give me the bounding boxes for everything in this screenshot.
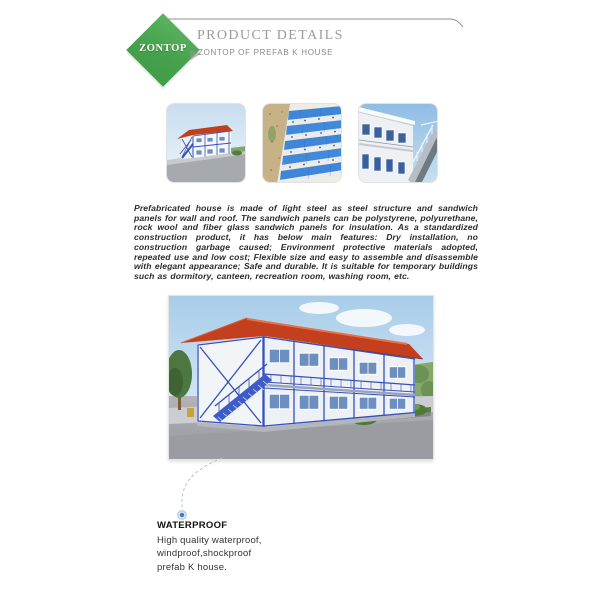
k-house-photo-thumbnail[interactable] xyxy=(358,103,438,183)
prefab-camp-aerial-thumbnail[interactable] xyxy=(262,103,342,183)
page-subtitle: ZONTOP OF PREFAB K HOUSE xyxy=(198,48,334,57)
callout-line-1: High quality waterproof, xyxy=(157,535,262,546)
product-description: Prefabricated house is made of light steel as steel structure and sandwich panels for wall and roof. The sandwich panels can be polystyrene, polyurethane, rock wool and fiber glass sandwich panels for insulation. As a standardized construction product, it has below main features: Dry installation, no construction garbage caused; Environment protective materials adopted, repeated use and low cost; Flexible size and easy to assemble and disassemble with elegant appearance; Safe and durable. It is suitable for temporary buildings such as dormitory, canteen, recreation room, washing room, etc. xyxy=(134,203,478,281)
page-title: PRODUCT DETAILS xyxy=(197,28,344,43)
callout-title: WATERPROOF xyxy=(157,520,228,531)
waterproof-callout xyxy=(157,520,297,574)
logo-text: ZONTOP xyxy=(139,43,187,54)
callout-connector-line xyxy=(168,456,238,526)
callout-line-3: prefab K house. xyxy=(157,561,228,573)
callout-dot-icon xyxy=(180,513,185,518)
thumbnail-gallery xyxy=(166,103,438,183)
callout-line-2: windproof,shockproof xyxy=(157,548,252,560)
k-house-main-render xyxy=(168,295,434,460)
k-house-render-thumbnail[interactable] xyxy=(166,103,246,183)
